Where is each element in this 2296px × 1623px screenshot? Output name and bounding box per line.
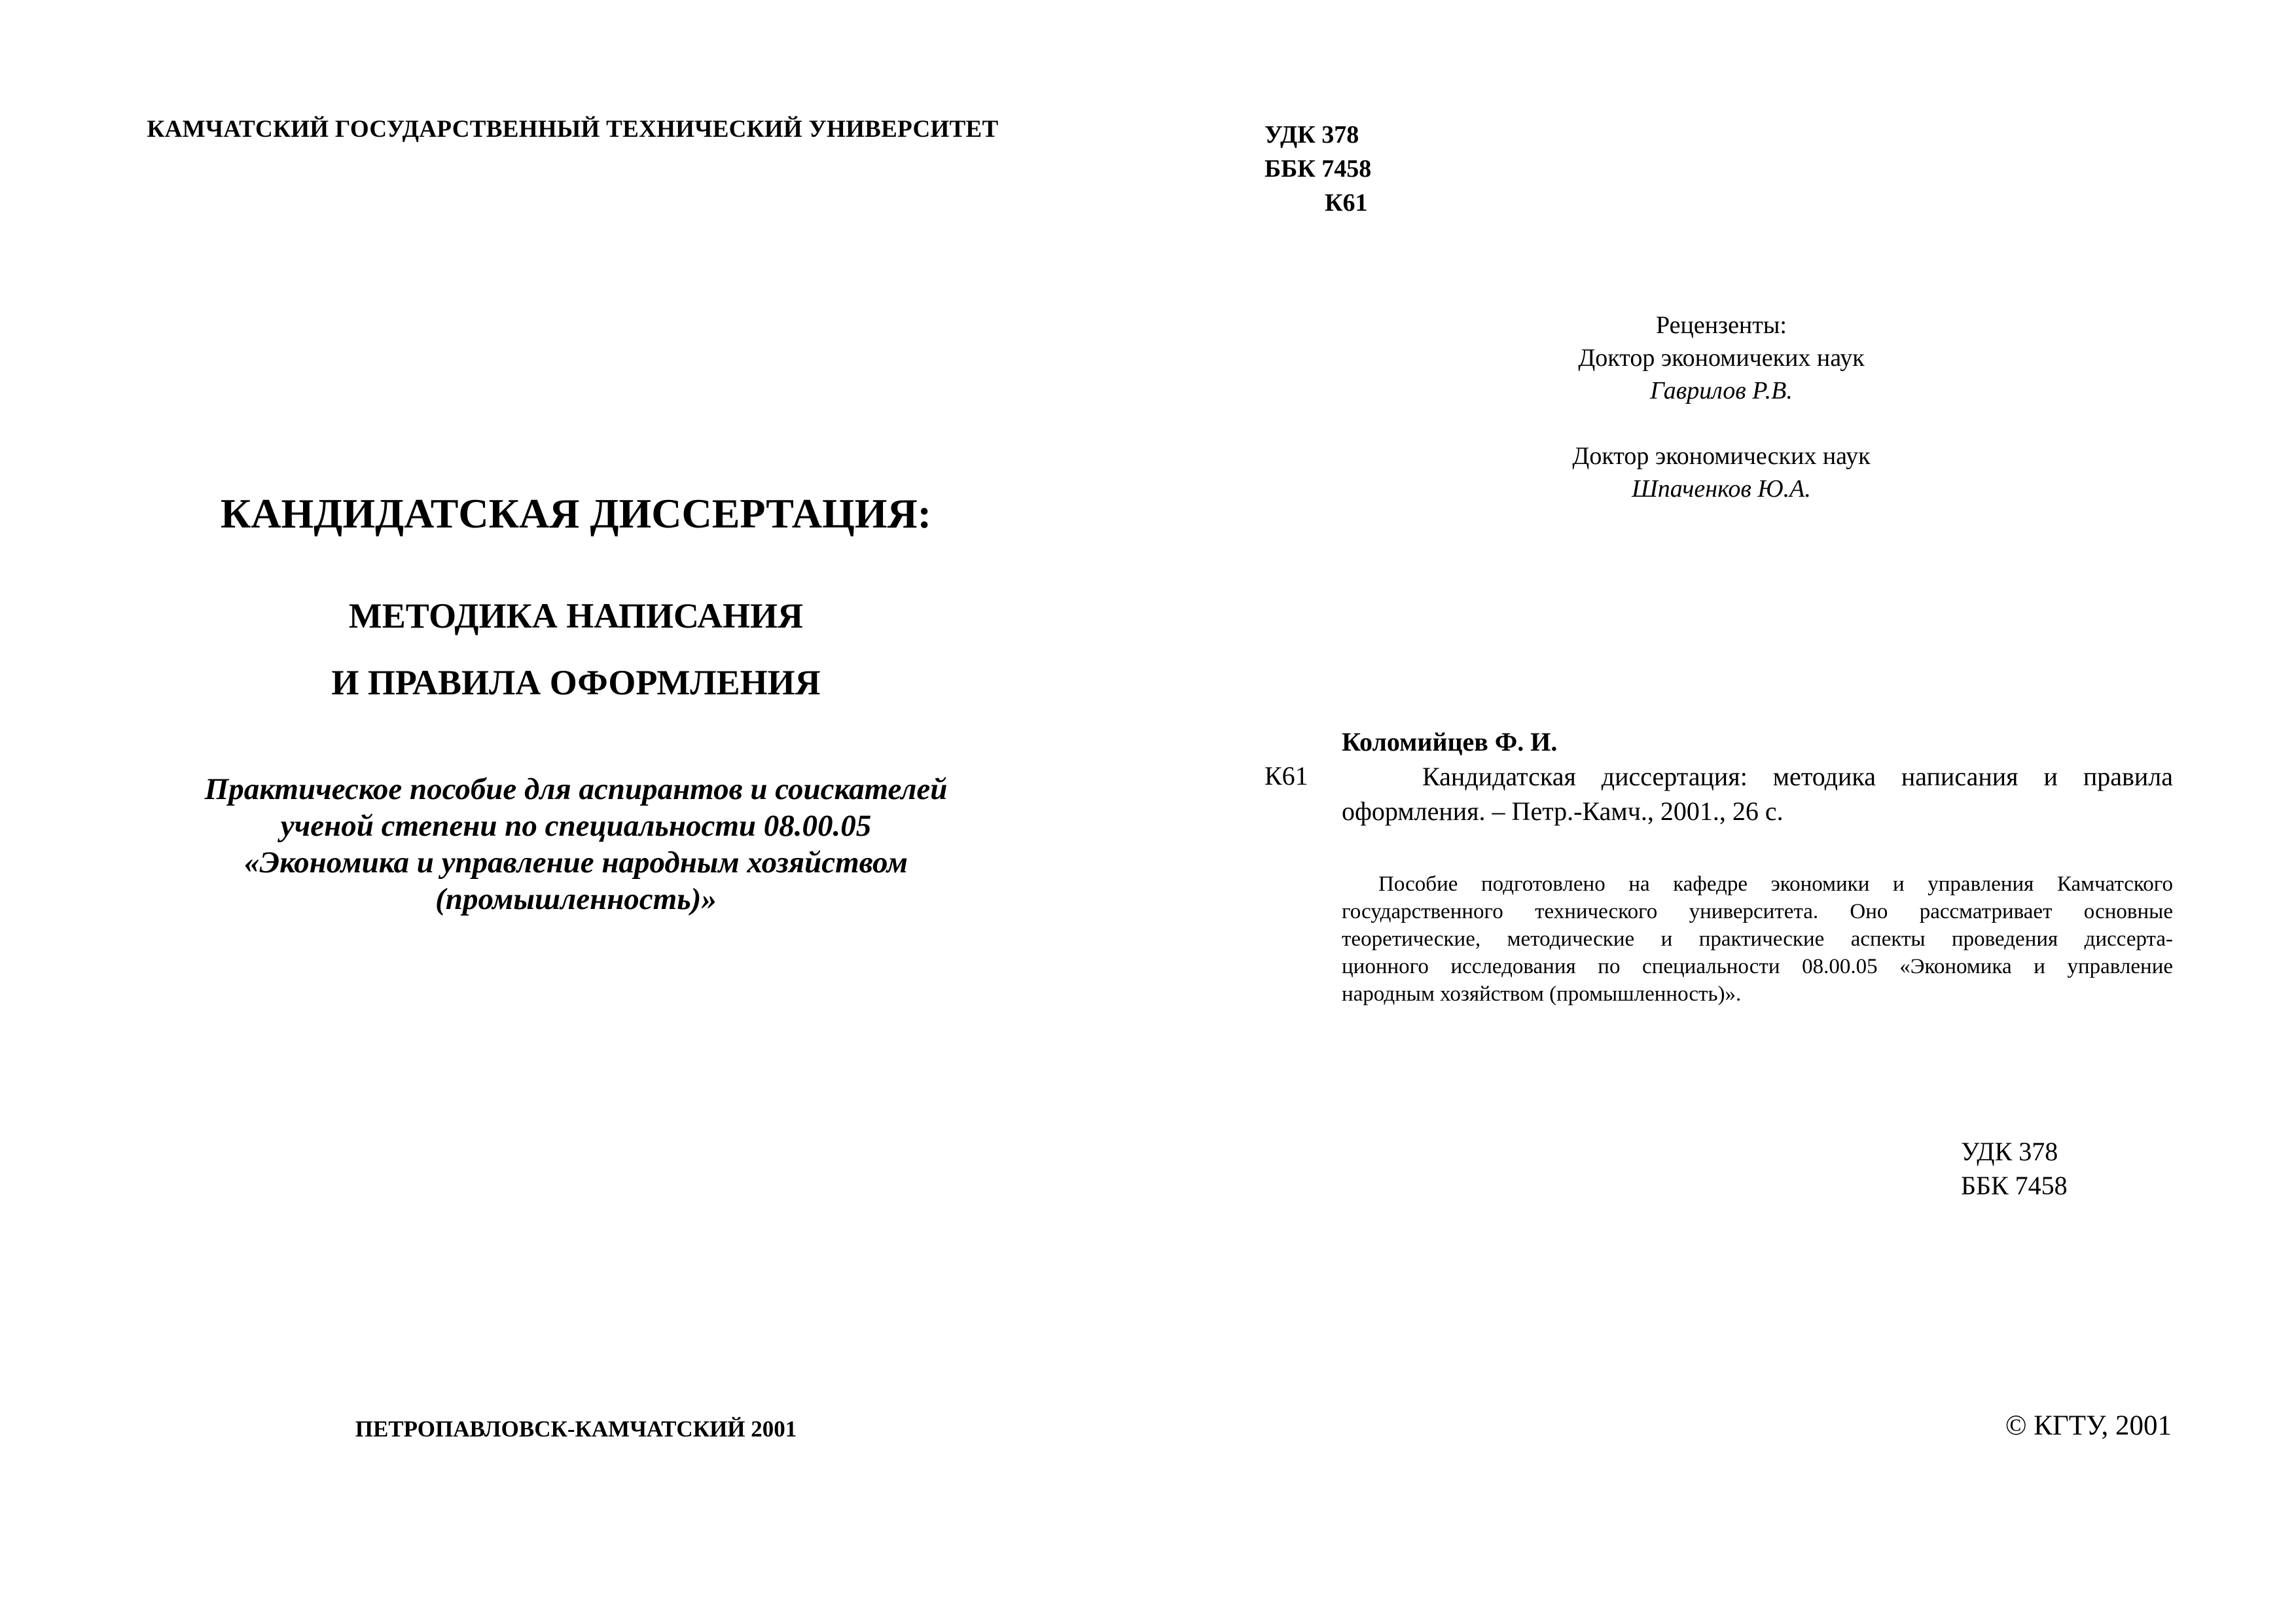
reviewer-2-degree: Доктор экономических наук <box>1572 442 1871 470</box>
author-mark-code: К61 <box>1325 189 1368 217</box>
classification-codes-bottom <box>1961 1135 2068 1203</box>
description-line: «Экономика и управление народным хозяйством <box>244 846 908 880</box>
reviewer-1-degree: Доктор экономичеких наук <box>1578 344 1865 372</box>
classification-codes-top <box>1265 118 1371 220</box>
description-line: (промышленность)» <box>435 882 717 916</box>
book-subtitle-line2: И ПРАВИЛА ОФОРМЛЕНИЯ <box>331 663 821 702</box>
abstract-line: теоретические, методические и практические аспекты проведения диссерта- <box>1342 927 2173 951</box>
book-subtitle-line1: МЕТОДИКА НАПИСАНИЯ <box>348 596 804 635</box>
spacer <box>1492 407 1950 440</box>
reviewers-heading: Рецензенты: <box>1656 312 1787 339</box>
description-line: ученой степени по специальности 08.00.05 <box>280 809 872 843</box>
author-mark-side: К61 <box>1265 761 1308 791</box>
reviewer-1-name: Гаврилов Р.В. <box>1650 377 1793 404</box>
author-name: Коломийцев Ф. И. <box>1342 727 1558 757</box>
reviewer-2-name: Шпаченков Ю.А. <box>1632 475 1811 503</box>
abstract <box>1342 870 2173 1008</box>
biblio-line: оформления. – Петр.-Камч., 2001., 26 с. <box>1342 796 1784 826</box>
abstract-line: ционного исследования по специальности 08.00.05 «Экономика и управление <box>1342 955 2173 978</box>
book-title: КАНДИДАТСКАЯ ДИССЕРТАЦИЯ: <box>220 490 932 537</box>
abstract-line: государственного технического университета. Оно рассматривает основные <box>1342 900 2173 923</box>
udk-code: УДК 378 <box>1961 1137 2058 1166</box>
udk-code: УДК 378 <box>1265 121 1359 149</box>
book-description <box>105 771 1047 918</box>
bbk-code: ББК 7458 <box>1265 155 1372 183</box>
reviewers-block <box>1492 309 1950 505</box>
abstract-line: народным хозяйством (промышленность)». <box>1342 982 1742 1006</box>
description-line: Практическое пособие для аспирантов и соискателей <box>204 772 948 806</box>
abstract-line: Пособие подготовлено на кафедре экономики и управления Камчатского <box>1378 872 2173 896</box>
imprint-city-year: ПЕТРОПАВЛОВСК-КАМЧАТСКИЙ 2001 <box>355 1416 797 1442</box>
bibliographic-record <box>1342 759 2173 829</box>
bbk-code: ББК 7458 <box>1961 1171 2068 1200</box>
copyright: © КГТУ, 2001 <box>2005 1410 2172 1441</box>
biblio-line: Кандидатская диссертация: методика написания и правила <box>1422 762 2173 791</box>
university-name: КАМЧАТСКИЙ ГОСУДАРСТВЕННЫЙ ТЕХНИЧЕСКИЙ УНИВЕРСИТЕТ <box>147 116 999 143</box>
